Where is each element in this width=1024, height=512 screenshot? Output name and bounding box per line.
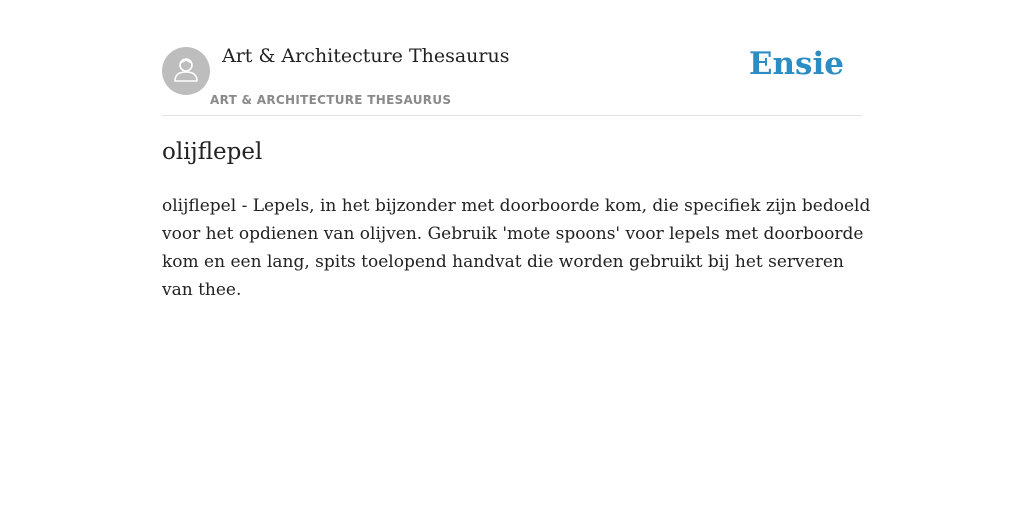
definition-text: olijflepel - Lepels, in het bijzonder met doorboorde kom, die specifiek zijn bedoeld voor het opdienen van olijven. Gebruik 'mote spoons' voor lepels met doorboorde kom en een lang, spits toelopend handvat die worden gebruikt bij het serveren van thee. bbox=[162, 196, 871, 300]
brand-logo[interactable]: Ensie bbox=[748, 46, 844, 82]
header bbox=[162, 0, 862, 116]
user-silhouette-icon bbox=[171, 54, 201, 89]
content-container bbox=[162, 0, 871, 300]
avatar[interactable] bbox=[162, 47, 210, 95]
page-title: olijflepel bbox=[162, 139, 263, 165]
author-name[interactable]: Art & Architecture Thesaurus bbox=[222, 45, 510, 67]
author-subtitle[interactable]: ART & ARCHITECTURE THESAURUS bbox=[210, 93, 452, 107]
